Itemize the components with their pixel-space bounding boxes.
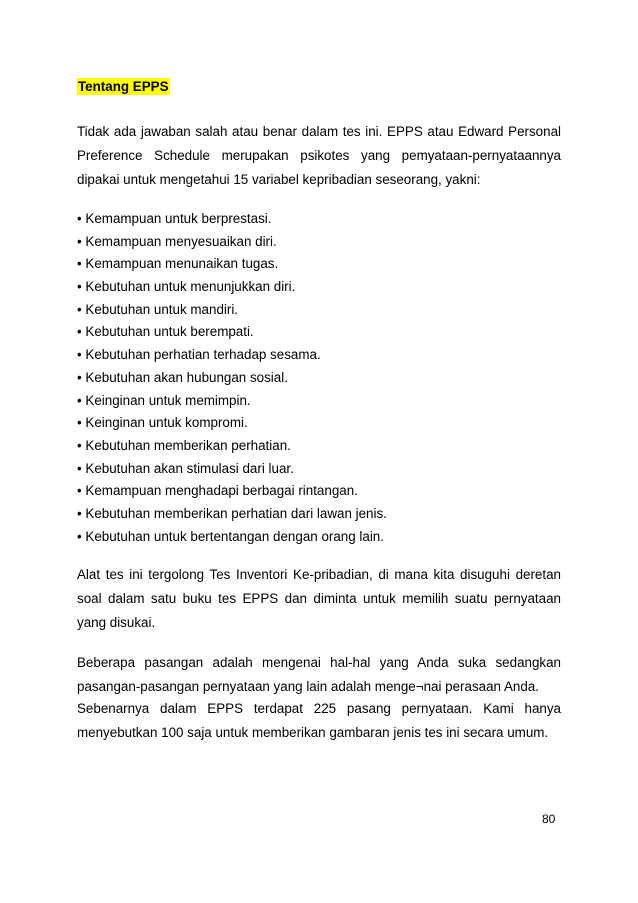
- total-pairs-paragraph: Sebenarnya dalam EPPS terdapat 225 pasang pernyataan. Kami hanya menyebutkan 100 saja untuk memberikan gambaran jenis tes ini secara umum.: [77, 701, 561, 740]
- list-item: • Kebutuhan memberikan perhatian.: [77, 437, 291, 453]
- list-item: • Keinginan untuk memimpin.: [77, 392, 251, 408]
- list-item: • Kemampuan untuk berprestasi.: [77, 211, 272, 226]
- list-item: • Kebutuhan akan stimulasi dari luar.: [77, 460, 294, 476]
- variable-list: [77, 208, 387, 548]
- test-description-paragraph: Alat tes ini tergolong Tes Inventori Ke-pribadian, di mana kita disuguhi deretan soal dalam satu buku tes EPPS dan diminta untuk memilih suatu pernyataan yang disukai.: [77, 567, 561, 630]
- list-item: • Kemampuan menyesuaikan diri.: [77, 233, 277, 249]
- list-item: • Kebutuhan untuk menunjukkan diri.: [77, 279, 296, 295]
- list-item: • Kebutuhan perhatian terhadap sesama.: [77, 347, 321, 363]
- list-item: • Kemampuan menghadapi berbagai rintangan.: [77, 483, 358, 499]
- list-item: • Keinginan untuk kompromi.: [77, 415, 248, 431]
- list-item: • Kebutuhan untuk bertentangan dengan orang lain.: [77, 528, 384, 544]
- intro-paragraph: Tidak ada jawaban salah atau benar dalam tes ini. EPPS atau Edward Personal Preference Schedule merupakan psikotes yang pemyataan-pernyataannya dipakai untuk mengetahui 15 variabel kepribadian seseorang, yakni:: [77, 124, 561, 187]
- pairs-paragraph: Beberapa pasangan adalah mengenai hal-hal yang Anda suka sedangkan pasangan-pasangan pernyataan yang lain adalah menge¬nai perasaan Anda.: [77, 655, 561, 694]
- list-item: • Kebutuhan untuk mandiri.: [77, 301, 239, 317]
- page-number: 80: [542, 812, 556, 826]
- list-item: • Kebutuhan untuk berempati.: [77, 324, 254, 340]
- list-item: • Kebutuhan akan hubungan sosial.: [77, 369, 288, 385]
- list-item: • Kemampuan menunaikan tugas.: [77, 256, 279, 272]
- list-item: • Kebutuhan memberikan perhatian dari lawan jenis.: [77, 505, 387, 521]
- section-title: Tentang EPPS: [78, 79, 169, 94]
